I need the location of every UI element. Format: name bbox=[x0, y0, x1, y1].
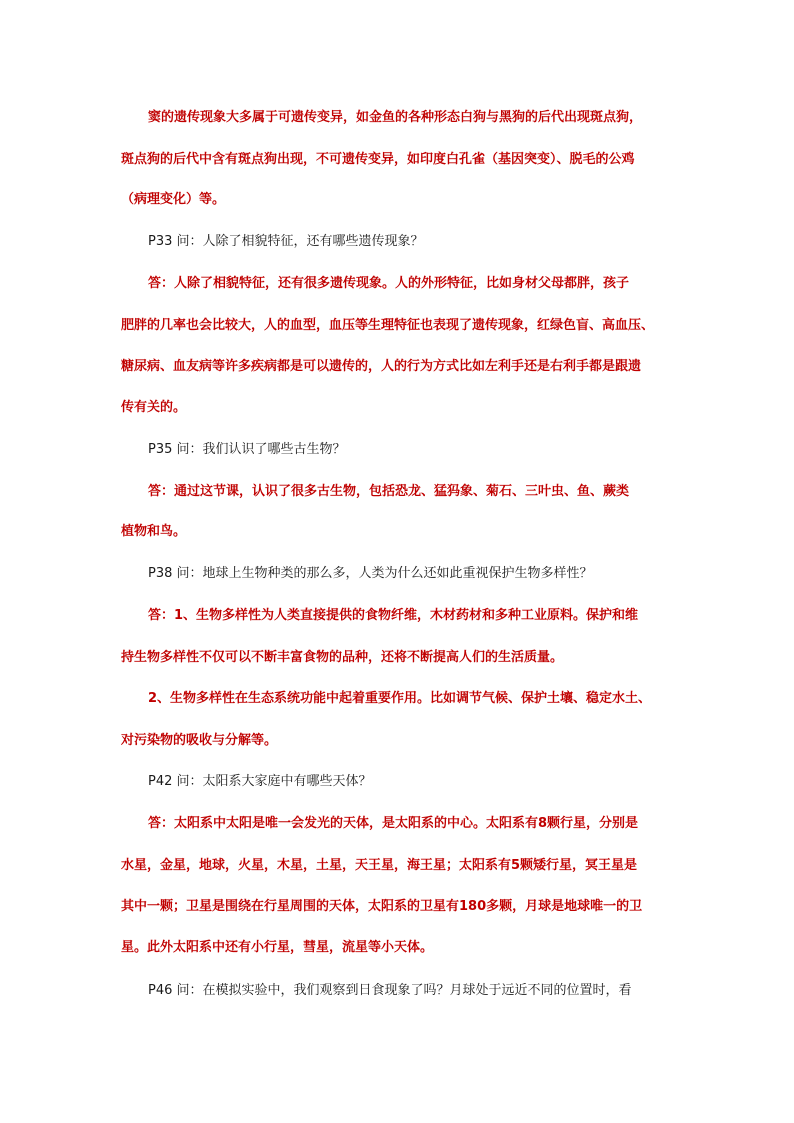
question-p46: P46 问：在模拟实验中，我们观察到日食现象了吗？月球处于远近不同的位置时，看 bbox=[148, 983, 632, 998]
answer-line: 植物和鸟。 bbox=[121, 524, 187, 539]
answer-line: 水星，金星，地球，火星，木星，土星，天王星，海王星；太阳系有5颗矮行星，冥王星是 bbox=[121, 858, 638, 873]
answer-line: 答：通过这节课，认识了很多古生物，包括恐龙、猛犸象、菊石、三叶虫、鱼、蕨类 bbox=[148, 484, 630, 499]
answer-line: 其中一颗；卫星是围绕在行星周围的天体，太阳系的卫星有180多颗，月球是地球唯一的卫 bbox=[121, 899, 643, 914]
paragraph-line: 斑点狗的后代中含有斑点狗出现，不可遗传变异，如印度白孔雀（基因突变）、脱毛的公鸡 bbox=[121, 152, 635, 167]
answer-line: 答：1、生物多样性为人类直接提供的食物纤维，木材药材和多种工业原料。保护和维 bbox=[148, 608, 639, 623]
answer-line: 肥胖的几率也会比较大，人的血型，血压等生理特征也表现了遗传现象，红绿色盲、高血压、 bbox=[121, 318, 655, 333]
answer-line: 答：太阳系中太阳是唯一会发光的天体，是太阳系的中心。太阳系有8颗行星，分别是 bbox=[148, 816, 639, 831]
question-p38: P38 问：地球上生物种类的那么多，人类为什么还如此重视保护生物多样性？ bbox=[148, 566, 593, 581]
question-p42: P42 问：太阳系大家庭中有哪些天体？ bbox=[148, 774, 372, 789]
question-p35: P35 问：我们认识了哪些古生物？ bbox=[148, 442, 346, 457]
paragraph-line: 窦的遗传现象大多属于可遗传变异，如金鱼的各种形态白狗与黑狗的后代出现斑点狗， bbox=[148, 110, 643, 125]
answer-line: 传有关的。 bbox=[121, 400, 187, 415]
answer-line: 糖尿病、血友病等许多疾病都是可以遗传的，人的行为方式比如左利手还是右利手都是跟遗 bbox=[121, 359, 642, 374]
answer-line: 答：人除了相貌特征，还有很多遗传现象。人的外形特征，比如身材父母都胖，孩子 bbox=[148, 276, 630, 291]
question-p33: P33 问：人除了相貌特征，还有哪些遗传现象？ bbox=[148, 234, 424, 249]
paragraph-line: （病理变化）等。 bbox=[121, 192, 226, 207]
answer-line: 2、生物多样性在生态系统功能中起着重要作用。比如调节气候、保护土壤、稳定水土、 bbox=[148, 691, 652, 706]
answer-line: 持生物多样性不仅可以不断丰富食物的品种，还将不断提高人们的生活质量。 bbox=[121, 650, 564, 665]
answer-line: 对污染物的吸收与分解等。 bbox=[121, 733, 278, 748]
answer-line: 星。此外太阳系中还有小行星，彗星，流星等小天体。 bbox=[121, 940, 434, 955]
